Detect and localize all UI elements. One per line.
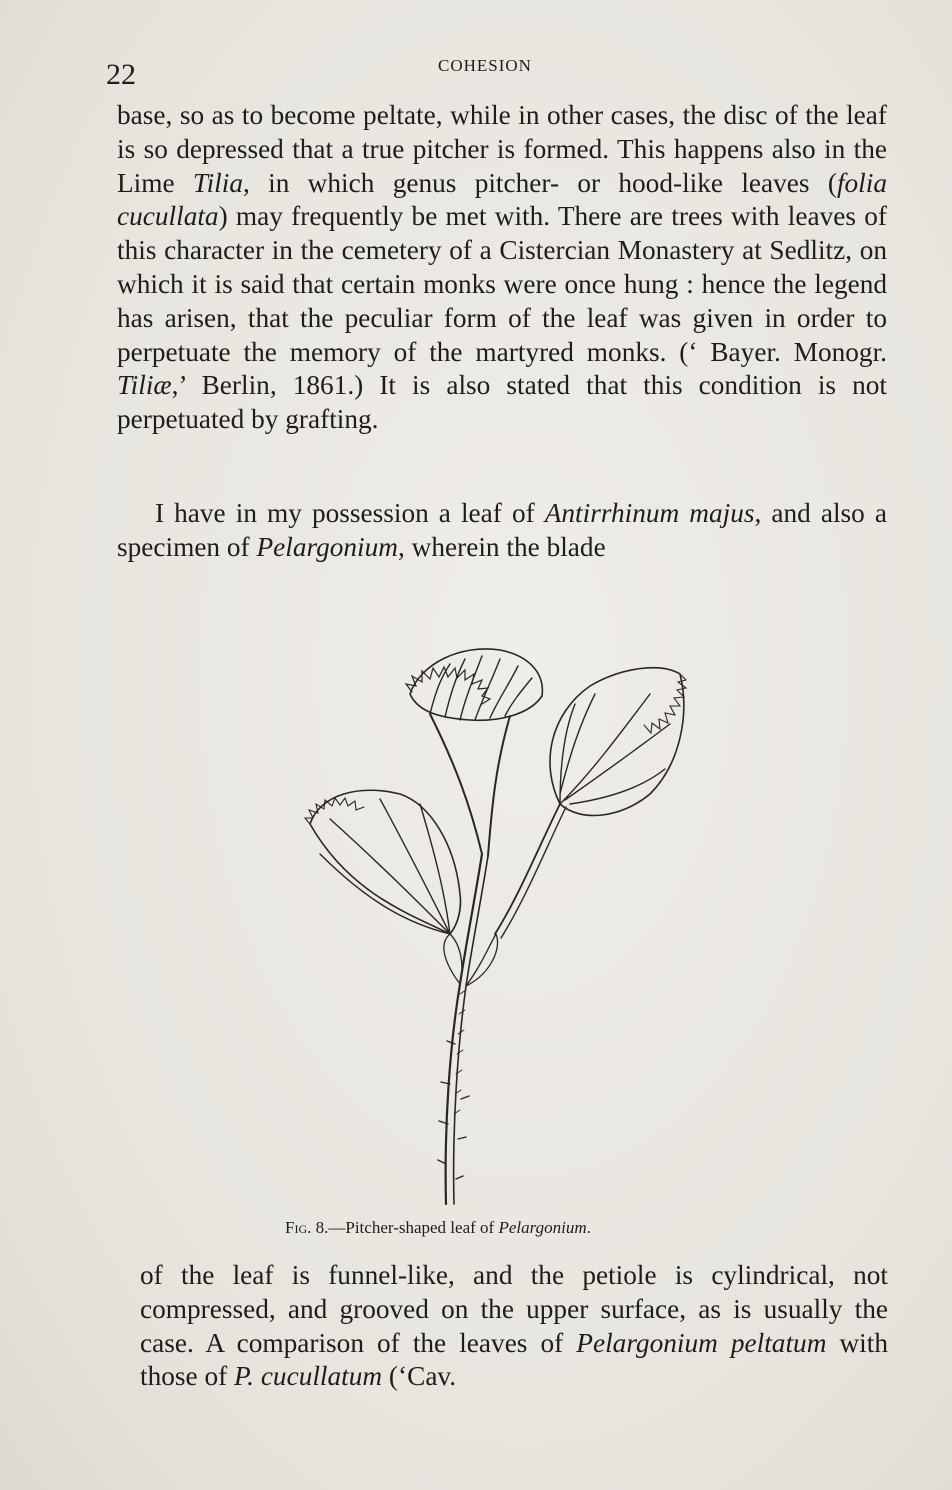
paragraph-3: [140, 1259, 888, 1394]
text-run: base, so as to become peltate, while in other cases, the disc of the leaf is so depressed that a true pitcher is formed. This happens also in the Lime: [117, 100, 887, 198]
text-run: I have in my possession a leaf of: [155, 498, 545, 528]
text-run: , in which genus pitcher- or hood-like leaves (: [243, 167, 837, 198]
caption-italic: Pelargonium: [498, 1218, 587, 1237]
running-head: COHESION: [438, 56, 532, 75]
italic-run: Pelargonium: [256, 531, 399, 562]
italic-run: Pelargonium peltatum: [576, 1327, 827, 1358]
page-header: [100, 52, 880, 92]
caption-text: —Pitcher-shaped leaf of: [328, 1218, 499, 1237]
italic-run: folia cucullata: [117, 167, 887, 232]
pelargonium-illustration: [260, 604, 720, 1214]
left-leaf: [310, 790, 461, 934]
pitcher-leaf: [410, 649, 542, 720]
italic-run: P. cucullatum: [234, 1361, 383, 1392]
italic-run: Tilia: [192, 167, 243, 198]
paragraph-2: [117, 497, 887, 565]
pitcher-petiole: [430, 714, 482, 854]
italic-run: Antirrhinum majus: [544, 498, 755, 528]
text-run: ) may frequently be met with. There are trees with leaves of this character in the cemetery of a Cistercian Monastery at Sedlitz, on which it is said that certain monks were once hung : hence the legend has arisen, that the peculiar form of the leaf was given in order to perpetuate the memory of the martyred monks. (‘ Bayer. Monogr.: [117, 201, 887, 367]
caption-end: .: [586, 1218, 591, 1237]
figure-caption: [285, 1218, 805, 1238]
stem: [446, 854, 482, 1204]
text-run: ,’ Berlin, 1861.) It is also stated that this condition is not perpetuated by grafting.: [117, 370, 887, 435]
text-run: of the leaf is funnel-like, and the petiole is cylindrical, not compressed, and grooved on the upper surface, as is usually the case. A comparison of the leaves of: [140, 1260, 888, 1358]
page-number: 22: [106, 58, 136, 91]
paragraph-1: [117, 99, 887, 437]
text-run: , and also a specimen of: [117, 498, 887, 562]
text-run: (‘Cav.: [382, 1361, 457, 1392]
caption-label: Fig. 8.: [285, 1218, 329, 1237]
italic-run: Tiliæ: [117, 370, 172, 401]
text-run: , wherein the blade: [398, 531, 606, 562]
text-run: with those of: [140, 1327, 888, 1392]
